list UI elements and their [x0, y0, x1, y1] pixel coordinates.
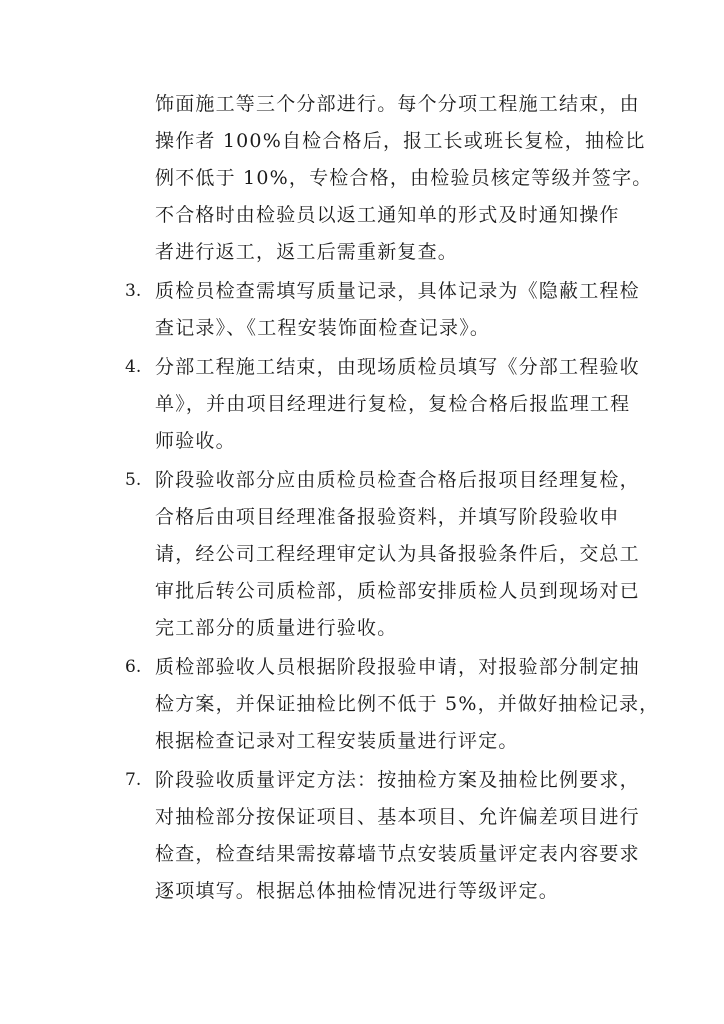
text-line: 合格后由项目经理准备报验资料，并填写阶段验收申 [155, 506, 620, 528]
text-line: 阶段验收质量评定方法：按抽检方案及抽检比例要求， [155, 769, 640, 791]
text-line: 操作者 100%自检合格后，报工长或班长复检，抽检比 [155, 130, 646, 152]
text-line: 请，经公司工程经理审定认为具备报验条件后，交总工 [155, 543, 640, 565]
text-line: 者进行返工，返工后需重新复查。 [155, 241, 459, 263]
text-line: 根据检查记录对工程安装质量进行评定。 [155, 730, 519, 752]
list-number: 4. [125, 357, 142, 377]
text-line: 不合格时由检验员以返工通知单的形式及时通知操作 [155, 204, 620, 226]
text-line: 检查，检查结果需按幕墙节点安装质量评定表内容要求 [155, 843, 640, 865]
text-line: 逐项填写。根据总体抽检情况进行等级评定。 [155, 880, 560, 902]
text-line: 查记录》、《工程安装饰面检查记录》。 [155, 317, 491, 339]
list-item-7 [125, 762, 640, 910]
list-number: 3. [125, 281, 142, 301]
text-line: 质检部验收人员根据阶段报验申请，对报验部分制定抽 [155, 656, 640, 678]
text-line: 饰面施工等三个分部进行。每个分项工程施工结束，由 [155, 93, 640, 115]
text-line: 完工部分的质量进行验收。 [155, 617, 398, 639]
text-line: 单》，并由项目经理进行复检，复检合格后报监理工程 [155, 393, 631, 415]
list-number: 6. [125, 657, 142, 677]
text-line: 质检员检查需填写质量记录，具体记录为《隐蔽工程检 [155, 280, 640, 302]
text-line: 阶段验收部分应由质检员检查合格后报项目经理复检， [155, 469, 640, 491]
text-line: 审批后转公司质检部，质检部安排质检人员到现场对已 [155, 580, 640, 602]
list-number: 5. [125, 470, 142, 490]
text-line: 对抽检部分按保证项目、基本项目、允许偏差项目进行 [155, 806, 640, 828]
text-line: 检方案，并保证抽检比例不低于 5%，并做好抽检记录， [155, 693, 660, 715]
text-line: 师验收。 [155, 430, 236, 452]
list-item-6 [125, 649, 660, 760]
list-number: 7. [125, 770, 142, 790]
text-line: 分部工程施工结束，由现场质检员填写《分部工程验收 [155, 356, 640, 378]
list-item-5 [125, 462, 640, 647]
document-body [125, 86, 660, 912]
list-item-3 [125, 273, 640, 347]
list-item-4 [125, 349, 640, 460]
intro-paragraph [125, 86, 653, 271]
text-line: 例不低于 10%，专检合格，由检验员核定等级并签字。 [155, 167, 653, 189]
